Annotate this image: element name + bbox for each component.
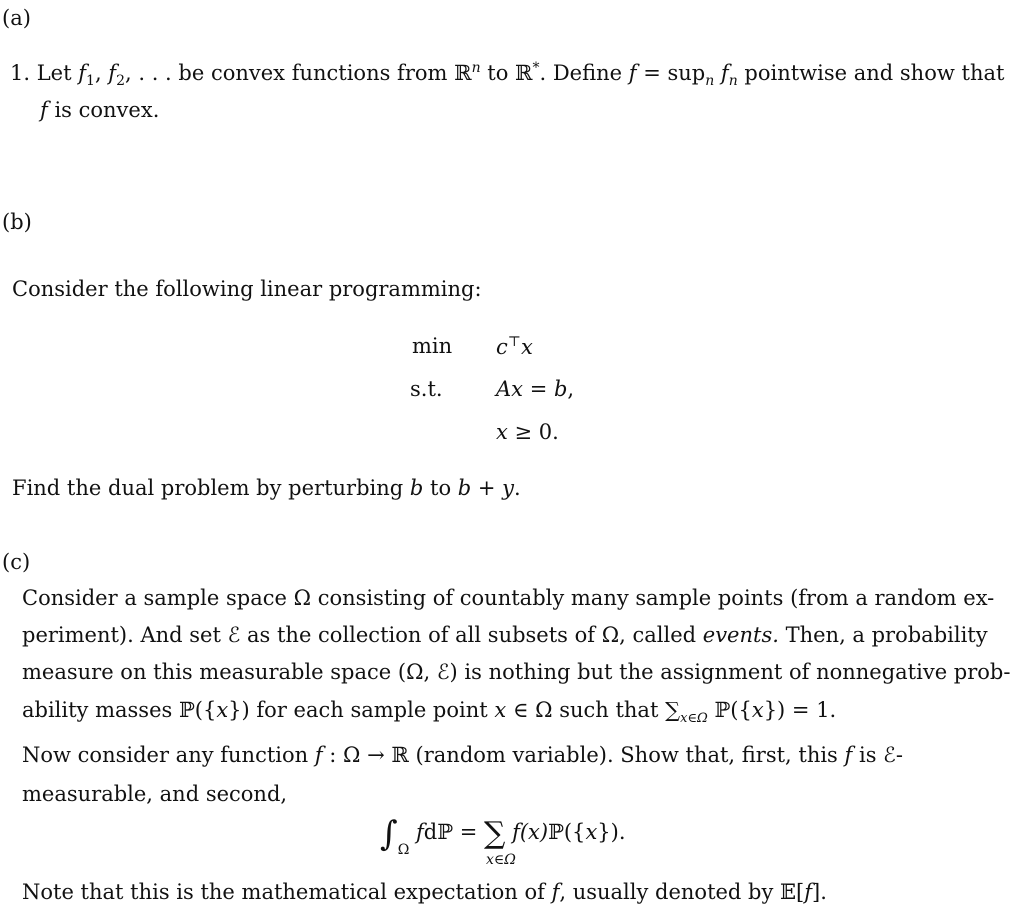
part-c-note bbox=[22, 880, 827, 904]
lp-min-label: min bbox=[412, 334, 453, 358]
text: (x) bbox=[519, 820, 549, 844]
text: periment). And set bbox=[22, 623, 228, 647]
math-f2: f bbox=[108, 61, 117, 85]
subscript: n bbox=[705, 73, 715, 90]
text: , . . . bbox=[125, 61, 172, 85]
part-b-intro: Consider the following linear programming: bbox=[12, 277, 482, 301]
math-x: x bbox=[496, 420, 508, 444]
sum-symbol: ∑ bbox=[665, 698, 681, 722]
part-c-p2-line-1 bbox=[22, 743, 903, 767]
text: ℙ({ bbox=[548, 820, 586, 844]
math-Ax: Ax bbox=[496, 377, 524, 401]
math-c: c bbox=[496, 335, 508, 359]
math-omega: Ω bbox=[601, 623, 620, 647]
math-x: x bbox=[494, 698, 507, 722]
math-b: b bbox=[409, 476, 424, 500]
integral-subscript: Ω bbox=[397, 842, 410, 859]
lp-objective bbox=[496, 334, 533, 359]
math-b: b bbox=[457, 476, 472, 500]
text: }). bbox=[597, 820, 626, 844]
math-omega: Ω bbox=[293, 586, 312, 610]
text: : Ω → ℝ bbox=[322, 743, 409, 767]
text: . bbox=[514, 476, 521, 500]
part-c-p2-line-2: measurable, and second, bbox=[22, 782, 288, 806]
lp-constraint-2 bbox=[496, 420, 559, 444]
text: = sup bbox=[636, 61, 706, 85]
math-x: x bbox=[751, 698, 764, 722]
text: ability masses bbox=[22, 698, 179, 722]
text: Note that this is the mathematical expectation of bbox=[22, 880, 552, 904]
math-calE: ℰ bbox=[227, 623, 241, 647]
text: . Define bbox=[539, 61, 629, 85]
text: Consider a sample space bbox=[22, 586, 294, 610]
text: + bbox=[471, 476, 503, 500]
math-f: f bbox=[804, 880, 813, 904]
text: as the collection of all subsets of bbox=[240, 623, 602, 647]
subscript: 1 bbox=[86, 73, 95, 90]
math-f: f bbox=[844, 743, 853, 767]
text: , bbox=[94, 61, 109, 85]
subscript: 2 bbox=[116, 73, 125, 90]
problem-number: 1. bbox=[10, 61, 31, 85]
text: Find the dual problem by perturbing bbox=[12, 476, 410, 500]
part-b-label: (b) bbox=[2, 210, 32, 234]
text: consisting of countably many sample points (from a random ex- bbox=[311, 586, 995, 610]
text: measure on this measurable space bbox=[22, 660, 398, 684]
math-f: f bbox=[628, 61, 637, 85]
text: , called bbox=[619, 623, 703, 647]
part-c-p1-line-2 bbox=[22, 623, 988, 647]
math-x: x bbox=[520, 335, 533, 359]
text: }) = 1. bbox=[763, 698, 837, 722]
text: , bbox=[567, 377, 575, 401]
part-c-p1-line-3 bbox=[22, 660, 1010, 684]
integral-symbol: ∫ bbox=[380, 814, 398, 854]
text: ]. bbox=[812, 880, 827, 904]
math-R: ℝ bbox=[515, 61, 533, 85]
transpose-symbol: ⊤ bbox=[507, 334, 521, 350]
sum-subscript: x∈Ω bbox=[680, 711, 708, 726]
display-equation bbox=[380, 808, 626, 859]
math-x: x bbox=[216, 698, 229, 722]
part-b-find bbox=[12, 476, 521, 500]
part-a-line-1 bbox=[10, 60, 1004, 89]
text: is bbox=[852, 743, 884, 767]
text: = bbox=[523, 377, 554, 401]
text: }) bbox=[228, 698, 250, 722]
text: (random variable). Show that, first, this bbox=[408, 743, 845, 767]
math-b: b bbox=[553, 377, 568, 401]
lp-st-label: s.t. bbox=[410, 377, 443, 401]
text: to bbox=[480, 61, 516, 85]
math-pair: (Ω, ℰ) bbox=[397, 660, 458, 684]
math-f1: f bbox=[78, 61, 87, 85]
subscript: n bbox=[728, 73, 738, 90]
text: is nothing but the assignment of nonnegative prob- bbox=[457, 660, 1011, 684]
text: Let bbox=[36, 61, 79, 85]
part-c-p1-line-1 bbox=[22, 586, 994, 610]
math-x: x bbox=[585, 820, 598, 844]
text: to bbox=[423, 476, 458, 500]
text: ∈ Ω bbox=[506, 698, 553, 722]
math-f: f bbox=[409, 820, 424, 844]
superscript: * bbox=[532, 60, 540, 76]
text: ℙ({ bbox=[707, 698, 752, 722]
lp-constraint-1 bbox=[496, 377, 574, 401]
text: such that bbox=[552, 698, 666, 722]
math-calE: ℰ bbox=[883, 743, 896, 767]
math-E: 𝔼[ bbox=[780, 880, 805, 904]
sum-symbol: ∑ bbox=[483, 816, 506, 851]
text: is convex. bbox=[47, 98, 160, 122]
text: Then, a probability bbox=[778, 623, 988, 647]
math-f: f bbox=[505, 820, 520, 844]
emphasis-events: events. bbox=[702, 623, 779, 647]
math-f: f bbox=[551, 880, 560, 904]
text: Now consider any function bbox=[22, 743, 315, 767]
text: for each sample point bbox=[249, 698, 495, 722]
math-P: ℙ({ bbox=[178, 698, 217, 722]
text: be convex functions from bbox=[171, 61, 455, 85]
text: dℙ = bbox=[423, 820, 484, 844]
math-y: y bbox=[502, 476, 515, 500]
text: - bbox=[895, 743, 903, 767]
math-R: ℝ bbox=[454, 61, 472, 85]
math-f: f bbox=[314, 743, 323, 767]
part-a-line-2 bbox=[40, 98, 159, 122]
text: pointwise and show that bbox=[737, 61, 1005, 85]
part-c-label: (c) bbox=[2, 550, 31, 574]
text: ≥ 0. bbox=[507, 420, 559, 444]
part-c-p1-line-4 bbox=[22, 698, 837, 726]
text: , usually denoted by bbox=[559, 880, 781, 904]
math-fn: f bbox=[714, 61, 729, 85]
math-f: f bbox=[40, 98, 48, 122]
sum-under-index: x∈Ω bbox=[486, 852, 516, 868]
part-a-label: (a) bbox=[2, 6, 31, 30]
superscript: n bbox=[471, 60, 481, 76]
